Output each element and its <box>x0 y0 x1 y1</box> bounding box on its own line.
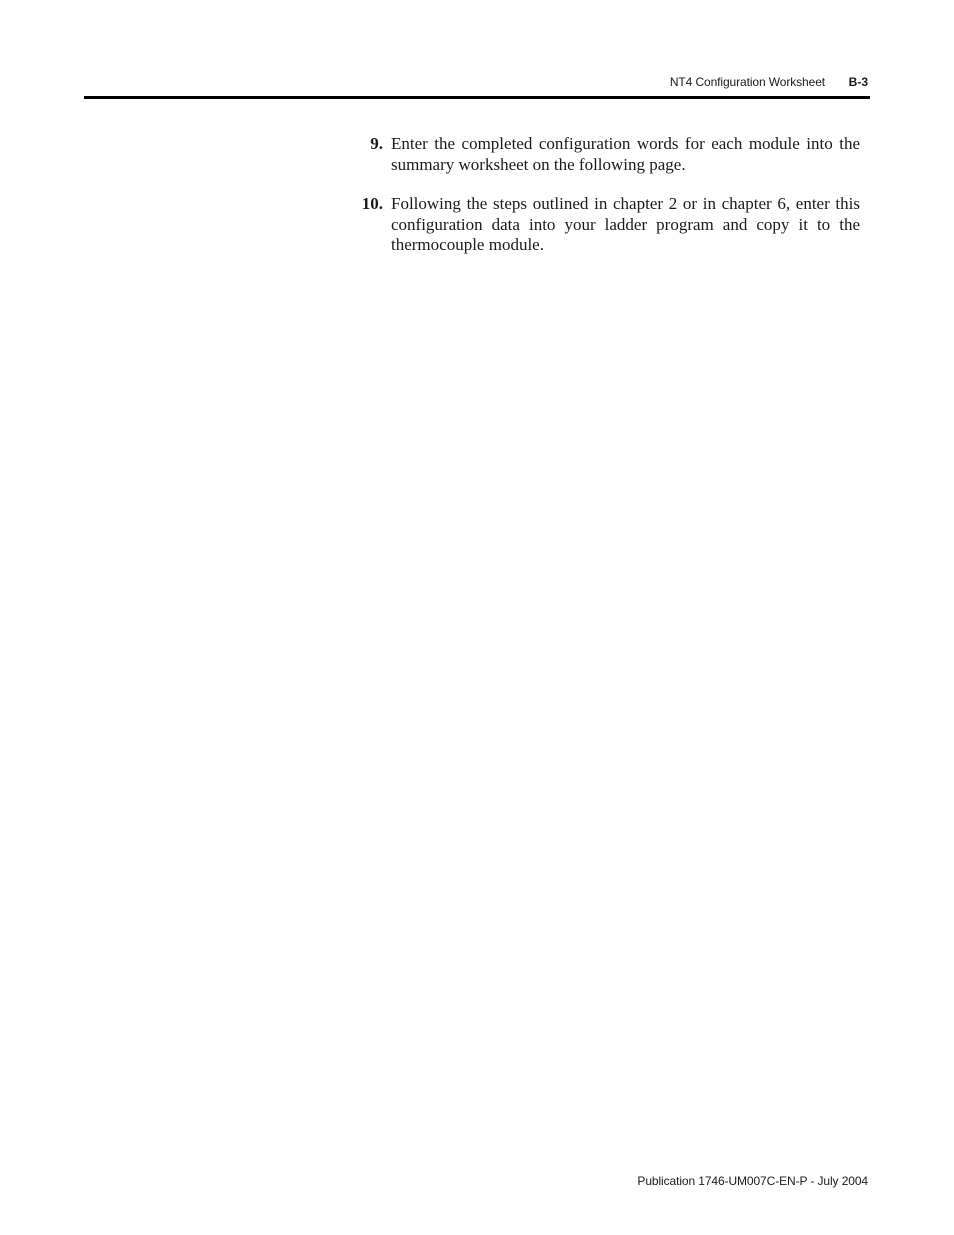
header-title: NT4 Configuration Worksheet <box>669 75 825 89</box>
publication-footer: Publication 1746-UM007C-EN-P - July 2004 <box>637 1174 868 1188</box>
page-header <box>84 74 868 94</box>
step-text: Enter the completed configuration words for each module into the summary worksheet on the following page. <box>391 134 860 174</box>
step-number: 9. <box>370 134 383 153</box>
step-list <box>352 134 860 275</box>
page-number: B-3 <box>848 75 868 89</box>
step-item <box>352 134 860 175</box>
step-text: Following the steps outlined in chapter 2 or in chapter 6, enter this configuration data into your ladder program and copy it to the thermocouple module. <box>391 194 860 255</box>
step-item <box>352 194 860 256</box>
step-number: 10. <box>361 194 383 214</box>
header-rule <box>84 96 870 99</box>
